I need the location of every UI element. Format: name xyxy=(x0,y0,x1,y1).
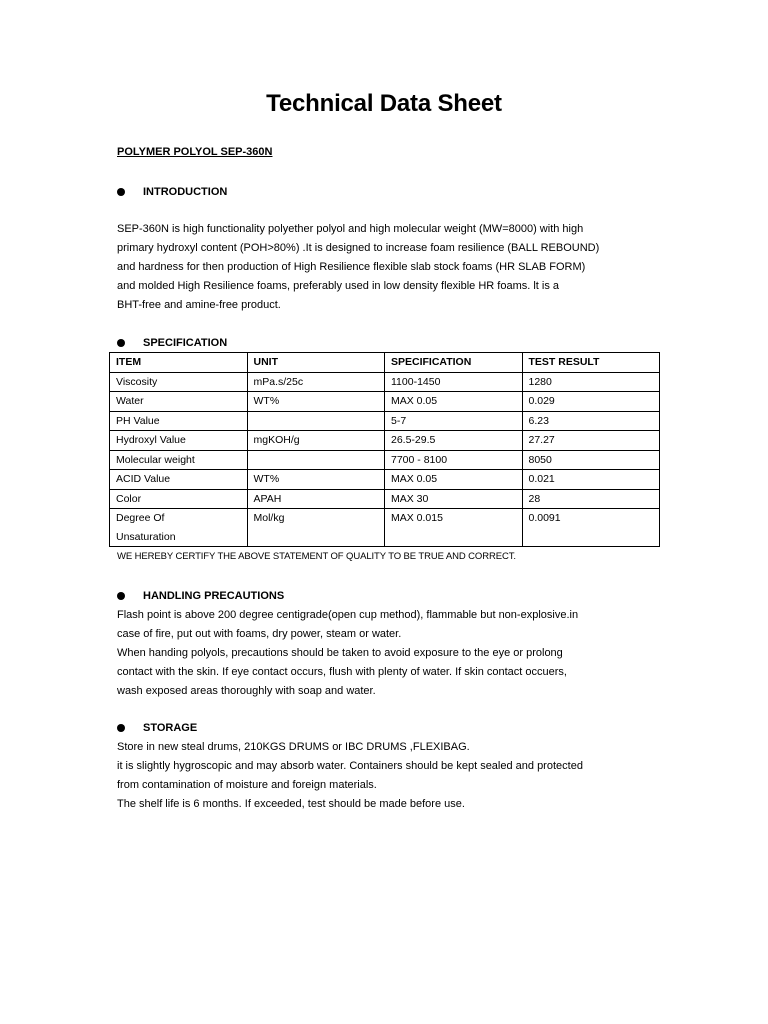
text-line: contact with the skin. If eye contact occurs, flush with plenty of water. If skin contact occuers, xyxy=(117,666,567,678)
bullet-icon xyxy=(117,592,125,600)
table-cell: mPa.s/25c xyxy=(247,372,385,392)
table-cell: 28 xyxy=(522,489,660,509)
text-line: SEP-360N is high functionality polyether polyol and high molecular weight (MW=8000) with high xyxy=(117,223,584,235)
table-cell: MAX 30 xyxy=(385,489,523,509)
table-cell: 1280 xyxy=(522,372,660,392)
text-line: BHT-free and amine-free product. xyxy=(117,299,281,311)
table-cell: WT% xyxy=(247,470,385,490)
specification-table xyxy=(109,352,660,547)
document-title: Technical Data Sheet xyxy=(266,90,502,117)
table-row xyxy=(110,392,660,412)
product-name: POLYMER POLYOL SEP-360N xyxy=(117,146,273,158)
table-cell: Mol/kg xyxy=(247,509,385,547)
column-header: ITEM xyxy=(110,353,248,373)
table-cell: Viscosity xyxy=(110,372,248,392)
table-cell: 6.23 xyxy=(522,411,660,431)
table-cell: 5-7 xyxy=(385,411,523,431)
table-cell: 0.0091 xyxy=(522,509,660,547)
text-line: wash exposed areas thoroughly with soap and water. xyxy=(117,685,376,697)
text-line: The shelf life is 6 months. If exceeded, test should be made before use. xyxy=(117,798,465,810)
table-cell: WT% xyxy=(247,392,385,412)
table-cell: 1100-1450 xyxy=(385,372,523,392)
table-cell: 26.5-29.5 xyxy=(385,431,523,451)
table-cell: MAX 0.05 xyxy=(385,392,523,412)
table-cell xyxy=(247,411,385,431)
table-cell: ACID Value xyxy=(110,470,248,490)
certification-statement: WE HEREBY CERTIFY THE ABOVE STATEMENT OF QUALITY TO BE TRUE AND CORRECT. xyxy=(117,551,516,562)
table-cell: 0.029 xyxy=(522,392,660,412)
table-row xyxy=(110,450,660,470)
table-row xyxy=(110,489,660,509)
bullet-icon xyxy=(117,724,125,732)
handling-text xyxy=(117,606,652,701)
text-line: Flash point is above 200 degree centigrade(open cup method), flammable but non-explosive.in xyxy=(117,609,579,621)
column-header: TEST RESULT xyxy=(522,353,660,373)
text-line: primary hydroxyl content (POH>80%) .It is designed to increase foam resilience (BALL REBOUND) xyxy=(117,242,600,254)
table-cell: Water xyxy=(110,392,248,412)
table-cell: Hydroxyl Value xyxy=(110,431,248,451)
column-header: SPECIFICATION xyxy=(385,353,523,373)
document-page: Technical Data Sheet POLYMER POLYOL SEP-360N INTRODUCTION SEP-360N is high functionality polyether polyol and high molecular weight (MW=8000) with high primary hydroxyl content (POH>80%) .It is designed to increase foam resilience (BALL REBOUND) and hardness for then production of High Resilience flexible slab stock foams (HR SLAB FORM) and molded High Resilience foams, preferably used in low density flexible HR foams. lt is a BHT-free and amine-free product. SPECIFICATION ITEM UNIT SPECIFICATION TEST RESULT Viscosity mPa.s/25c 1100-1450 1280 Water WT% MAX 0.05 0.029 PH Value 5-7 6.23 Hydroxyl Value mgKOH/g 26.5-29.5 27.27 Molecular weight 7700 - 8100 8050 ACID Value WT% MAX 0.05 0.021 Color APAH MAX 30 28 Degree Of Unsaturation Mol/kg MAX 0.015 0.0091 WE HEREBY CERTIFY THE ABOVE STATEMENT OF QUALITY TO BE TRUE AND CORRECT. HANDLING PRECAUTIONS Flash point is above 200 degree centigrade(open cup method), flammable but non-explosive.in case of fire, put out with foams, dry power, steam or water. When handing polyols, precautions should be taken to avoid exposure to the eye or prolong contact with the skin. If eye contact occurs, flush with plenty of water. If skin contact occuers, wash exposed areas thoroughly with soap and water. STORAGE Store in new steal drums, 210KGS DRUMS or IBC DRUMS ,FLEXIBAG. it is slightly hygroscopic and may absorb water. Containers should be kept sealed and protected from contamination of moisture and foreign materials. The shelf life is 6 months. If exceeded, test should be made before use. xyxy=(0,0,768,1024)
table-row xyxy=(110,509,660,547)
table-row xyxy=(110,411,660,431)
text-line: When handing polyols, precautions should be taken to avoid exposure to the eye or prolong xyxy=(117,647,563,659)
text-line: it is slightly hygroscopic and may absorb water. Containers should be kept sealed and protected xyxy=(117,760,583,772)
bullet-icon xyxy=(117,339,125,347)
table-row xyxy=(110,470,660,490)
table-cell: 27.27 xyxy=(522,431,660,451)
column-header: UNIT xyxy=(247,353,385,373)
table-cell: MAX 0.05 xyxy=(385,470,523,490)
storage-text xyxy=(117,738,652,814)
table-cell: MAX 0.015 xyxy=(385,509,523,547)
table-cell: mgKOH/g xyxy=(247,431,385,451)
table-header-row xyxy=(110,353,660,373)
table-cell: 0.021 xyxy=(522,470,660,490)
table-cell: APAH xyxy=(247,489,385,509)
text-line: from contamination of moisture and foreign materials. xyxy=(117,779,377,791)
table-cell: Molecular weight xyxy=(110,450,248,470)
table-cell: PH Value xyxy=(110,411,248,431)
text-line: and molded High Resilience foams, preferably used in low density flexible HR foams. lt is a xyxy=(117,280,560,292)
bullet-icon xyxy=(117,188,125,196)
table-cell: Degree Of Unsaturation xyxy=(110,509,248,547)
table-cell: 7700 - 8100 xyxy=(385,450,523,470)
text-line: case of fire, put out with foams, dry power, steam or water. xyxy=(117,628,402,640)
table-row xyxy=(110,431,660,451)
text-line: Store in new steal drums, 210KGS DRUMS or IBC DRUMS ,FLEXIBAG. xyxy=(117,741,470,753)
text-line: and hardness for then production of High Resilience flexible slab stock foams (HR SLAB FORM) xyxy=(117,261,586,273)
introduction-text xyxy=(117,220,652,315)
table-cell: Color xyxy=(110,489,248,509)
table-cell xyxy=(247,450,385,470)
table-row xyxy=(110,372,660,392)
table-cell: 8050 xyxy=(522,450,660,470)
